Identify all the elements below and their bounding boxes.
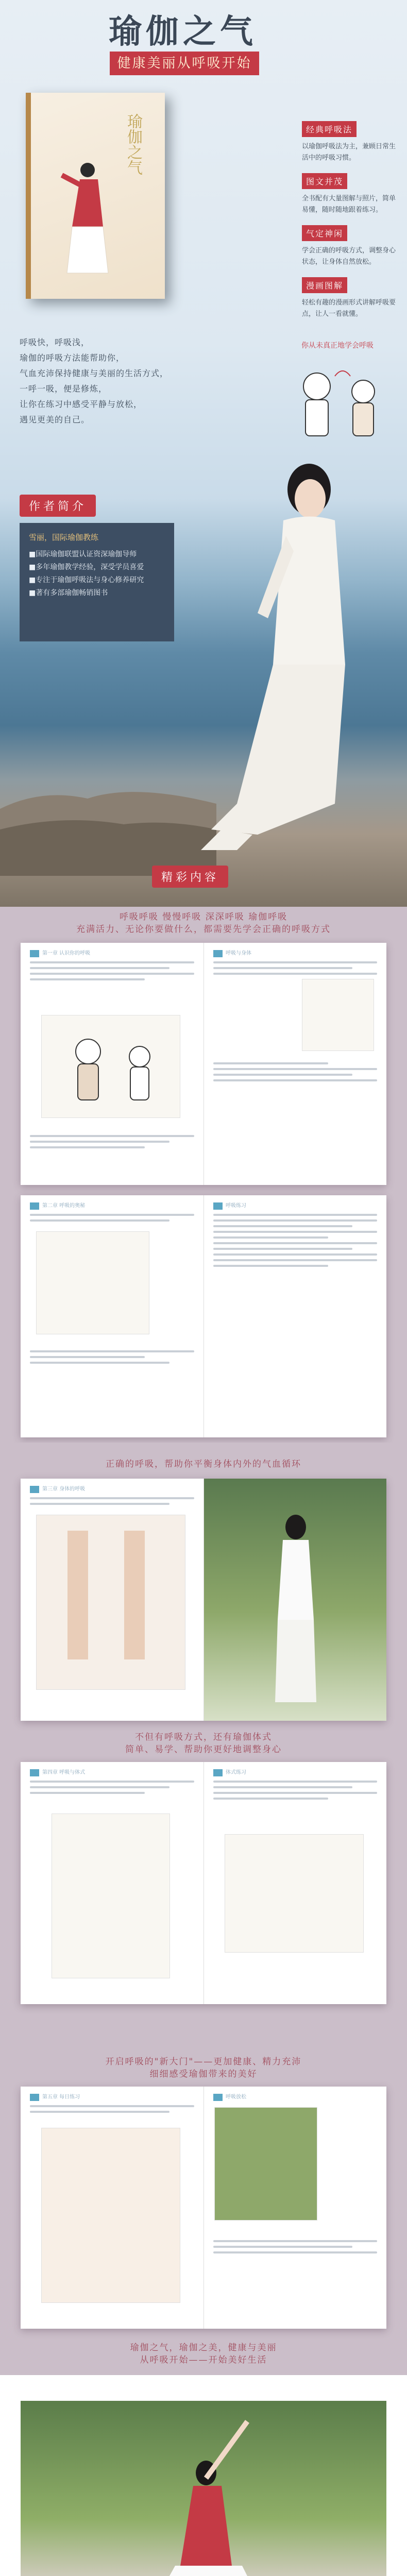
page-subtitle: 健康美丽从呼吸开始	[110, 52, 259, 75]
page-title: 瑜伽之气	[109, 12, 257, 51]
book-spread	[21, 2087, 386, 2329]
author-section-header	[20, 495, 96, 517]
book-cover-figure-icon	[52, 155, 118, 278]
author-bullet: ■专注于瑜伽呼吸法与身心修养研究	[29, 576, 144, 584]
book-spread	[21, 943, 386, 1185]
feature-text: 轻松有趣的漫画形式讲解呼吸要点，让人一看就懂。	[302, 299, 396, 318]
book-cover	[26, 93, 165, 299]
comic-illustration	[41, 1015, 180, 1118]
running-head: 第五章 每日练习	[30, 2094, 194, 2101]
hero-section	[0, 0, 407, 907]
feature-text: 全书配有大量图解与照片，简单易懂，随时随地跟着练习。	[302, 195, 396, 214]
author-bullet: ■多年瑜伽教学经验，深受学员喜爱	[29, 563, 144, 571]
comic-illustration	[302, 979, 374, 1051]
yoga-pose-figure-icon	[21, 2401, 386, 2576]
author-info-box	[20, 523, 174, 641]
feature-item	[302, 121, 396, 164]
model-photo	[180, 443, 407, 896]
feature-item	[302, 173, 396, 216]
feature-item	[302, 225, 396, 268]
content-strip	[0, 907, 407, 1443]
strip-caption: 正确的呼吸，帮助你平衡身体内外的气血循环	[106, 1459, 301, 1469]
spread-left-page	[21, 1479, 204, 1721]
feature-tag: 漫画图解	[302, 277, 347, 293]
spread-right-page	[204, 943, 386, 1185]
strip-caption: 开启呼吸的"新大门"——更加健康、精力充沛 细细感受瑜伽带来的美好	[105, 2057, 302, 2079]
mascot-illustration	[286, 342, 397, 453]
feature-item	[302, 277, 396, 320]
feature-tag: 图文并茂	[302, 173, 347, 189]
content-section-header	[152, 866, 228, 888]
author-bullet: ■国际瑜伽联盟认证资深瑜伽导师	[29, 550, 137, 558]
spread-right-page	[204, 1479, 386, 1721]
comic-figure-icon	[42, 1015, 181, 1118]
running-head: 呼吸与身体	[213, 950, 377, 957]
arm-photo	[41, 2128, 180, 2303]
running-head: 第一章 认识你的呼吸	[30, 950, 194, 957]
spread-left-page	[21, 943, 204, 1185]
pose-photo	[225, 1834, 364, 1953]
spread-right-page	[204, 1195, 386, 1437]
author-bullet: ■著有多部瑜伽畅销图书	[29, 589, 108, 597]
pose-photo	[52, 1814, 170, 1978]
spread-right-page	[204, 2087, 386, 2329]
running-head: 体式练习	[213, 1769, 377, 1776]
content-strip	[0, 2045, 407, 2375]
book-spread	[21, 1762, 386, 2004]
feature-tag: 气定神闲	[302, 225, 347, 241]
mascot-bubble-text: 你从未真正地学会呼吸	[301, 342, 374, 350]
book-cover-title: 瑜伽之气	[124, 113, 142, 175]
spread-left-page	[21, 1195, 204, 1437]
content-strip	[0, 1443, 407, 2045]
book-description: 呼吸快，呼吸浅， 瑜伽的呼吸方法能帮助你， 气血充沛保持健康与美丽的生活方式， 一呼一吸，便是修炼， 让你在练习中感受平静与放松， 遇见更美的自己。	[20, 337, 169, 425]
feature-list	[302, 121, 396, 329]
content-section-title: 精彩内容	[152, 866, 228, 888]
foot-photo	[36, 1515, 185, 1690]
spread-right-page	[204, 1762, 386, 2004]
leg-figure-icon	[37, 1515, 186, 1690]
feature-text: 学会正确的呼吸方式，调整身心状态，让身体自然放松。	[302, 247, 396, 266]
feature-text: 以瑜伽呼吸法为主，兼顾日常生活中的呼吸习惯。	[302, 143, 396, 162]
cartoon-figures-icon	[286, 355, 397, 453]
strip-caption: 不但有呼吸方式，还有瑜伽体式 简单、易学、帮助你更好地调整身心	[125, 1732, 282, 1755]
outdoor-pose-photo	[214, 2107, 317, 2221]
strip-caption: 瑜伽之气，瑜伽之美，健康与美丽 从呼吸开始——开始美好生活	[130, 2343, 277, 2365]
running-head: 呼吸练习	[213, 1202, 377, 1210]
feature-tag: 经典呼吸法	[302, 121, 357, 137]
book-spread	[21, 1479, 386, 1721]
strip-caption: 呼吸呼吸 慢慢呼吸 深深呼吸 瑜伽呼吸 充满活力、无论你要做什么，都需要先学会正确的呼吸方式	[76, 912, 331, 935]
running-head: 第四章 呼吸与体式	[30, 1769, 194, 1776]
running-head: 第三章 身体的呼吸	[30, 1486, 194, 1493]
running-head: 第二章 呼吸的奥秘	[30, 1202, 194, 1210]
book-spread	[21, 1195, 386, 1437]
comic-illustration	[36, 1231, 149, 1334]
standing-pose-photo	[213, 1486, 378, 1713]
running-head: 呼吸放松	[213, 2094, 377, 2101]
author-name: 雪丽，国际瑜伽教练	[29, 533, 99, 542]
author-section-title: 作者简介	[20, 495, 96, 517]
spread-left-page	[21, 1762, 204, 2004]
outdoor-yoga-photo	[21, 2401, 386, 2576]
spread-left-page	[21, 2087, 204, 2329]
